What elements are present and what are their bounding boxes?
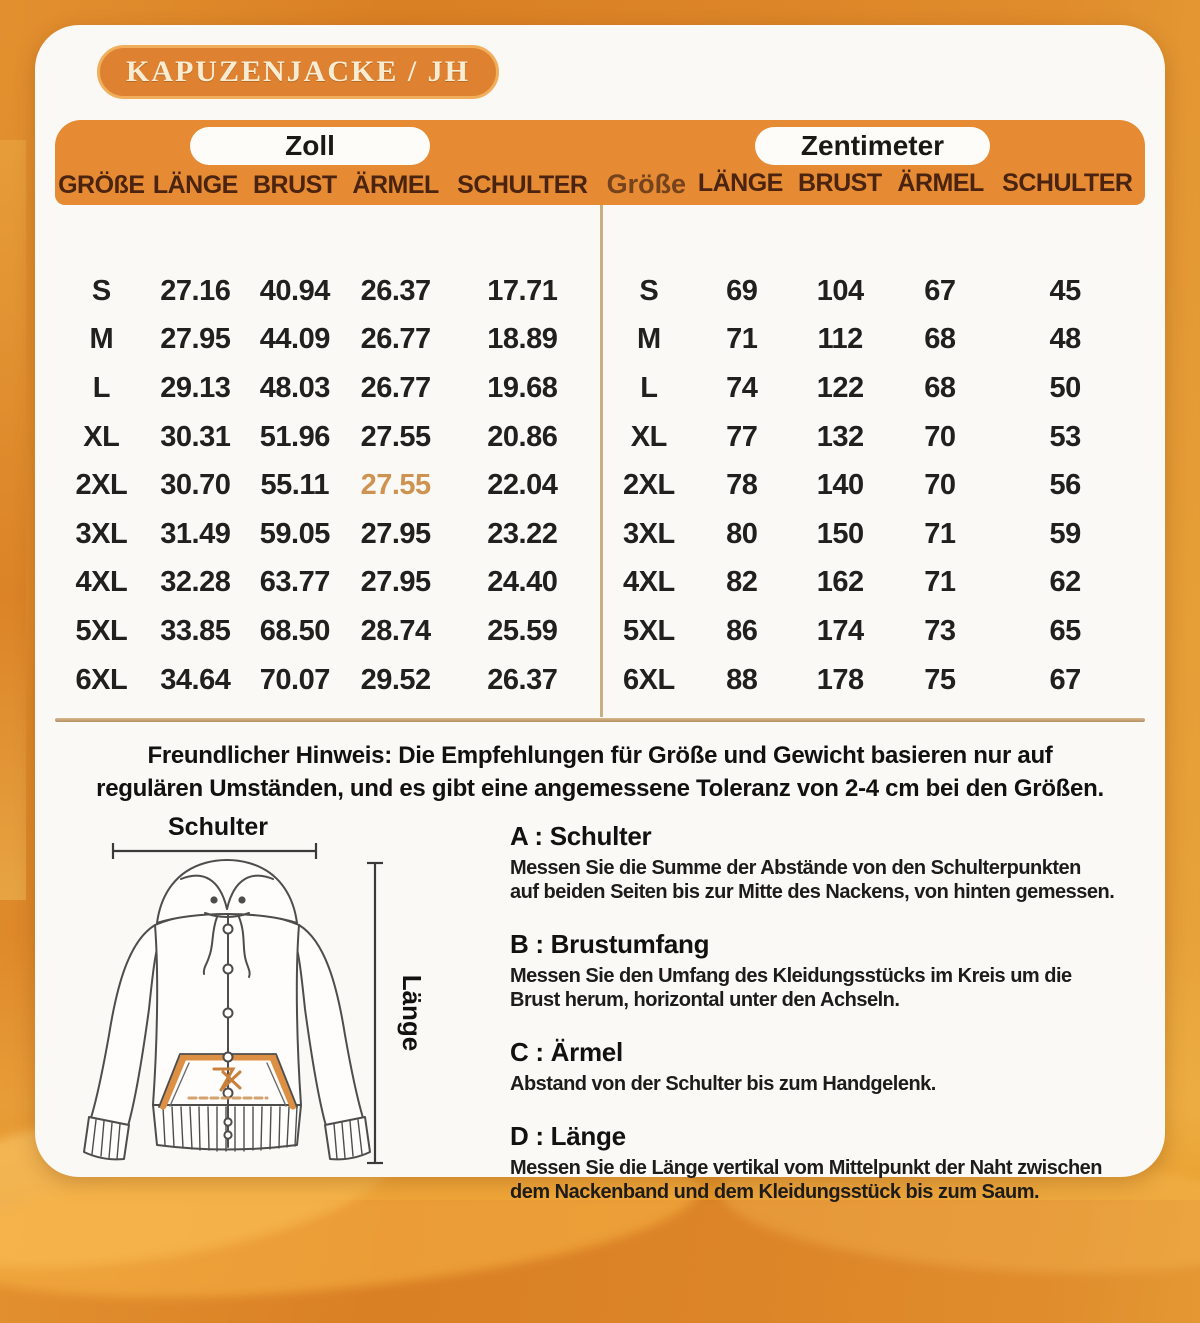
table-cell: 23.22 bbox=[487, 517, 558, 550]
table-cell: 17.71 bbox=[487, 274, 558, 307]
size-label: M bbox=[89, 323, 114, 356]
table-cell: 104 bbox=[816, 274, 864, 307]
table-cell: 162 bbox=[816, 566, 864, 599]
table-cell: 73 bbox=[924, 614, 956, 647]
size-label: 6XL bbox=[622, 663, 675, 696]
table-cell: 27.95 bbox=[360, 566, 431, 599]
table-cell: 55.11 bbox=[260, 469, 330, 502]
table-cell: 33.85 bbox=[160, 614, 231, 647]
table-cell: 27.95 bbox=[360, 517, 431, 550]
table-cell: 56 bbox=[1049, 469, 1081, 502]
table-row bbox=[55, 316, 600, 365]
table-cell: 68 bbox=[924, 371, 956, 404]
table-cell: 88 bbox=[726, 663, 758, 696]
table-cell: 19.68 bbox=[487, 371, 558, 404]
table-row bbox=[603, 461, 1142, 510]
table-body bbox=[55, 205, 1145, 717]
instruction-section-c bbox=[510, 1037, 1165, 1096]
table-cell: 70.07 bbox=[259, 663, 330, 696]
page-title: KAPUZENJACKE / JH bbox=[97, 45, 499, 99]
size-label: XL bbox=[630, 420, 667, 453]
table-cell: 70 bbox=[924, 469, 956, 502]
table-cell: 75 bbox=[924, 663, 956, 696]
instruction-heading: B : Brustumfang bbox=[510, 929, 710, 959]
column-header-groesse-cm: Größe bbox=[606, 169, 687, 199]
table-row bbox=[603, 267, 1142, 316]
table-cell: 31.49 bbox=[160, 517, 231, 550]
instruction-text: Messen Sie die Länge vertikal vom Mittelpunkt der Naht zwischen bbox=[510, 1157, 1102, 1179]
jacket-measurement-diagram bbox=[65, 817, 455, 1169]
table-cell: 67 bbox=[1049, 663, 1081, 696]
table-row bbox=[603, 413, 1142, 462]
table-row bbox=[55, 413, 600, 462]
column-header-brust-cm: BRUST bbox=[797, 169, 882, 197]
shoulder-measure-label: Schulter bbox=[167, 817, 269, 841]
table-cell: 150 bbox=[816, 517, 864, 550]
size-label: 4XL bbox=[75, 566, 128, 599]
table-cell: 67 bbox=[924, 274, 956, 307]
table-cell: 30.70 bbox=[160, 469, 231, 502]
table-cell: 24.40 bbox=[487, 566, 558, 599]
size-label: S bbox=[91, 274, 111, 307]
size-label: 3XL bbox=[622, 517, 675, 550]
measurement-instructions bbox=[510, 821, 1165, 1229]
instruction-heading: C : Ärmel bbox=[510, 1037, 623, 1067]
table-row bbox=[603, 656, 1142, 705]
table-cell: 59.05 bbox=[259, 517, 330, 550]
unit-pill-zoll: Zoll bbox=[190, 127, 430, 165]
column-header-schulter-cm: SCHULTER bbox=[1002, 169, 1133, 197]
instruction-text: Messen Sie die Summe der Abstände von den Schulterpunkten bbox=[510, 857, 1081, 879]
table-cell: 62 bbox=[1049, 566, 1081, 599]
table-cell: 59 bbox=[1049, 517, 1081, 550]
table-header-bar bbox=[55, 120, 1145, 205]
cm-column-headers bbox=[600, 169, 1145, 200]
table-cell: 82 bbox=[726, 566, 758, 599]
column-header-brust-inch: BRUST bbox=[252, 171, 337, 199]
table-row bbox=[603, 316, 1142, 365]
table-row bbox=[55, 510, 600, 559]
table-cell: 27.55 bbox=[360, 420, 431, 453]
instruction-text: Brust herum, horizontal unter den Achseln. bbox=[510, 989, 900, 1011]
table-cell: 71 bbox=[924, 566, 956, 599]
size-label: 3XL bbox=[75, 517, 128, 550]
table-cell: 29.13 bbox=[160, 371, 231, 404]
size-label: 2XL bbox=[622, 469, 675, 502]
table-cell: 45 bbox=[1049, 274, 1081, 307]
table-cell: 68.50 bbox=[259, 614, 330, 647]
instruction-section-d bbox=[510, 1121, 1165, 1204]
table-cell: 34.64 bbox=[160, 663, 231, 696]
length-measure-label: Länge bbox=[397, 974, 427, 1052]
column-header-aermel-inch: ÄRMEL bbox=[352, 171, 439, 199]
table-cell: 26.37 bbox=[487, 663, 558, 696]
instruction-text: Messen Sie den Umfang des Kleidungsstücks im Kreis um die bbox=[510, 965, 1072, 987]
table-row bbox=[55, 461, 600, 510]
table-cell: 40.94 bbox=[259, 274, 330, 307]
table-cell: 74 bbox=[726, 371, 758, 404]
table-cell: 26.77 bbox=[360, 323, 431, 356]
column-header-schulter-inch: SCHULTER bbox=[457, 171, 588, 199]
table-cell: 44.09 bbox=[259, 323, 330, 356]
table-row bbox=[55, 607, 600, 656]
table-cell: 51.96 bbox=[259, 420, 330, 453]
table-cell: 27.55 bbox=[360, 469, 431, 502]
table-cell: 48 bbox=[1049, 323, 1081, 356]
table-cell: 178 bbox=[816, 663, 864, 696]
size-chart-card bbox=[35, 25, 1165, 1203]
inch-column-headers bbox=[55, 171, 600, 200]
table-cell: 28.74 bbox=[360, 614, 431, 647]
table-cell: 71 bbox=[924, 517, 956, 550]
table-row bbox=[55, 559, 600, 608]
table-cell: 122 bbox=[816, 371, 864, 404]
table-cell: 26.77 bbox=[360, 371, 431, 404]
size-label: 5XL bbox=[622, 614, 675, 647]
table-cell: 65 bbox=[1049, 614, 1081, 647]
table-cell: 174 bbox=[816, 614, 864, 647]
table-cell: 30.31 bbox=[160, 420, 231, 453]
instruction-heading: D : Länge bbox=[510, 1121, 626, 1151]
table-cell: 71 bbox=[726, 323, 758, 356]
table-row bbox=[603, 559, 1142, 608]
instruction-section-b bbox=[510, 929, 1165, 1012]
table-row bbox=[603, 364, 1142, 413]
size-label: S bbox=[639, 274, 659, 307]
table-row bbox=[55, 656, 600, 705]
table-cell: 86 bbox=[726, 614, 758, 647]
size-label: 5XL bbox=[75, 614, 128, 647]
size-label: 6XL bbox=[75, 663, 128, 696]
instruction-text: auf beiden Seiten bis zur Mitte des Nackens, von hinten gemessen. bbox=[510, 881, 1115, 903]
table-cell: 50 bbox=[1049, 371, 1081, 404]
instruction-text: Abstand von der Schulter bis zum Handgelenk. bbox=[510, 1073, 936, 1095]
table-cell: 27.95 bbox=[160, 323, 231, 356]
friendly-note-line1: Freundlicher Hinweis: Die Empfehlungen für Größe und Gewicht basieren nur auf bbox=[147, 742, 1053, 769]
table-inch-body bbox=[55, 205, 600, 717]
friendly-note-line2: regulären Umständen, und es gibt eine angemessene Toleranz von 2-4 cm bei den Größen. bbox=[96, 775, 1104, 802]
table-cell: 63.77 bbox=[259, 566, 330, 599]
size-label: 4XL bbox=[622, 566, 675, 599]
table-cell: 27.16 bbox=[160, 274, 231, 307]
table-cell: 26.37 bbox=[360, 274, 431, 307]
table-row bbox=[55, 267, 600, 316]
length-measure-line bbox=[367, 863, 383, 1163]
column-header-groesse-inch: GRÖßE bbox=[58, 171, 145, 199]
table-cm-body bbox=[600, 205, 1142, 717]
table-row bbox=[603, 607, 1142, 656]
table-cell: 80 bbox=[726, 517, 758, 550]
table-cell: 20.86 bbox=[487, 420, 558, 453]
table-cell: 140 bbox=[816, 469, 864, 502]
column-header-laenge-cm: LÄNGE bbox=[697, 169, 783, 197]
table-cell: 78 bbox=[726, 469, 758, 502]
size-label: M bbox=[636, 323, 661, 356]
table-cell: 25.59 bbox=[487, 614, 558, 647]
table-cell: 48.03 bbox=[259, 371, 330, 404]
table-cell: 22.04 bbox=[487, 469, 558, 502]
table-cell: 69 bbox=[726, 274, 758, 307]
table-cell: 18.89 bbox=[487, 323, 558, 356]
table-row bbox=[55, 364, 600, 413]
table-row bbox=[603, 510, 1142, 559]
size-label: L bbox=[640, 371, 658, 404]
size-label: XL bbox=[83, 420, 120, 453]
friendly-note bbox=[75, 739, 1125, 805]
instruction-heading: A : Schulter bbox=[510, 821, 652, 851]
table-cell: 70 bbox=[924, 420, 956, 453]
table-cell: 53 bbox=[1049, 420, 1081, 453]
shoulder-measure-line bbox=[113, 843, 316, 859]
table-cell: 68 bbox=[924, 323, 956, 356]
table-cell: 32.28 bbox=[160, 566, 231, 599]
table-cell: 112 bbox=[817, 323, 863, 356]
inch-header-half bbox=[55, 120, 600, 205]
instruction-text: dem Nackenband und dem Kleidungsstück bis zum Saum. bbox=[510, 1181, 1040, 1203]
table-cell: 29.52 bbox=[360, 663, 431, 696]
size-label: L bbox=[92, 371, 110, 404]
divider-rule bbox=[55, 718, 1145, 722]
instruction-section-a bbox=[510, 821, 1165, 904]
table-cell: 77 bbox=[726, 420, 758, 453]
cm-header-half bbox=[600, 120, 1145, 205]
column-header-aermel-cm: ÄRMEL bbox=[897, 169, 984, 197]
background-streak bbox=[0, 140, 26, 900]
jacket-outline-drawing bbox=[84, 860, 370, 1159]
unit-pill-zentimeter: Zentimeter bbox=[755, 127, 990, 165]
table-cell: 132 bbox=[816, 420, 864, 453]
size-label: 2XL bbox=[75, 469, 128, 502]
column-header-laenge-inch: LÄNGE bbox=[152, 171, 238, 199]
